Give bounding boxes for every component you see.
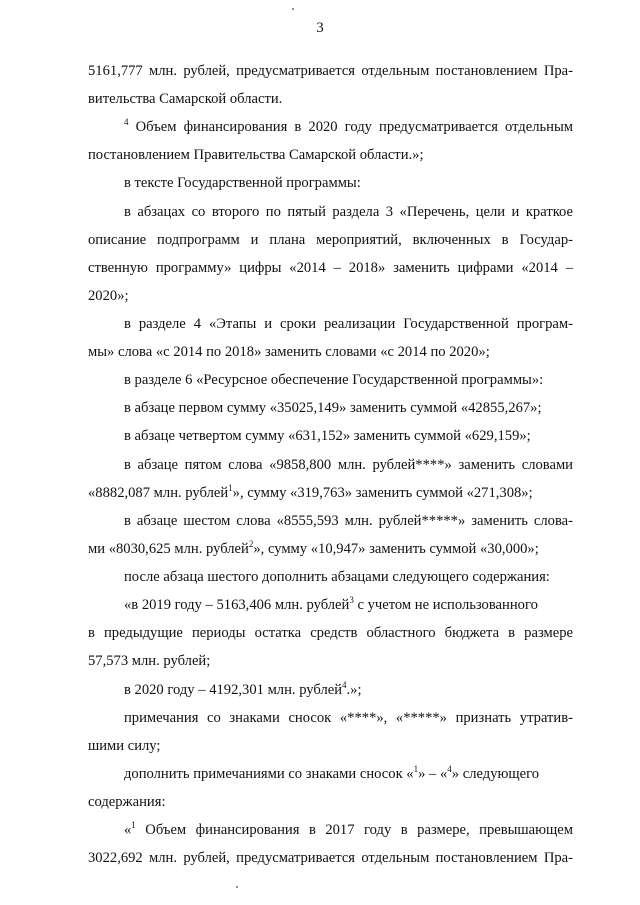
text-span: шими силу; bbox=[88, 738, 161, 754]
text-span: ми «8030,625 млн. рублей bbox=[88, 541, 249, 557]
text-line bbox=[124, 370, 573, 390]
text-line bbox=[124, 764, 573, 784]
text-span: Объем финансирования в 2017 году в размере, превышающем bbox=[135, 822, 573, 838]
text-line bbox=[88, 651, 573, 671]
text-span: дополнить примечаниями со знаками сносок « bbox=[124, 766, 414, 782]
text-line bbox=[124, 455, 573, 475]
text-line bbox=[88, 539, 573, 559]
text-line bbox=[88, 286, 573, 306]
text-span: » – « bbox=[418, 766, 448, 782]
footnote-marker: 1 bbox=[131, 820, 136, 830]
text-span: в абзаце четвертом сумму «631,152» заменить суммой «629,159»; bbox=[124, 428, 531, 444]
footnote-marker: 4 bbox=[342, 680, 347, 690]
text-span: », сумму «319,763» заменить суммой «271,308»; bbox=[232, 485, 533, 501]
footnote-marker: 4 bbox=[447, 764, 452, 774]
footnote-marker: 1 bbox=[413, 764, 419, 774]
text-span: ственную программу» цифры «2014 – 2018» заменить цифрами «2014 – bbox=[88, 260, 573, 276]
text-span: в абзацах со второго по пятый раздела 3 «Перечень, цели и краткое bbox=[124, 204, 573, 220]
text-line bbox=[88, 792, 573, 812]
text-line bbox=[88, 342, 573, 362]
text-line bbox=[124, 820, 573, 840]
page-number: 3 bbox=[316, 20, 324, 36]
footnote-marker: 4 bbox=[124, 117, 129, 127]
text-span: в 2020 году – 4192,301 млн. рублей bbox=[124, 682, 343, 698]
text-span: постановлением Правительства Самарской области.»; bbox=[88, 147, 424, 163]
footnote-marker: 3 bbox=[349, 595, 354, 605]
text-span: 57,573 млн. рублей; bbox=[88, 653, 211, 669]
text-line bbox=[88, 258, 573, 278]
text-span: примечания со знаками сносок «****», «*****» признать утратив- bbox=[124, 710, 573, 726]
text-span: » следующего bbox=[451, 766, 540, 782]
text-span: «в 2019 году – 5163,406 млн. рублей bbox=[124, 597, 350, 613]
text-span: 2020»; bbox=[88, 288, 129, 304]
text-line bbox=[88, 483, 573, 503]
text-line bbox=[124, 680, 573, 700]
text-line bbox=[88, 89, 573, 109]
text-line bbox=[88, 145, 573, 165]
text-span: вительства Самарской области. bbox=[88, 91, 283, 107]
text-span: Объем финансирования в 2020 году предусматривается отдельным bbox=[128, 119, 573, 135]
text-span: описание подпрограмм и плана мероприятий, включенных в Государ- bbox=[88, 232, 573, 248]
text-line bbox=[124, 117, 573, 137]
text-span: в абзаце шестом слова «8555,593 млн. рублей*****» заменить слова- bbox=[124, 513, 573, 529]
text-line bbox=[124, 314, 573, 334]
footnote-marker: 1 bbox=[228, 483, 233, 493]
text-line bbox=[88, 736, 573, 756]
text-span: в абзаце пятом слова «9858,800 млн. рублей****» заменить словами bbox=[124, 457, 573, 473]
text-line bbox=[124, 511, 573, 531]
text-span: мы» слова «с 2014 по 2018» заменить словами «с 2014 по 2020»; bbox=[88, 344, 490, 360]
text-span: после абзаца шестого дополнить абзацами следующего содержания: bbox=[124, 569, 550, 585]
text-span: в абзаце первом сумму «35025,149» заменить суммой «42855,267»; bbox=[124, 400, 542, 416]
text-span: в разделе 6 «Ресурсное обеспечение Государственной программы»: bbox=[124, 372, 544, 388]
text-span: в предыдущие периоды остатка средств областного бюджета в размере bbox=[88, 625, 573, 641]
footnote-marker: 2 bbox=[248, 539, 254, 549]
text-span: с учетом не использованного bbox=[353, 597, 538, 613]
text-line bbox=[88, 623, 573, 643]
text-line bbox=[124, 398, 573, 418]
text-span: « bbox=[124, 822, 132, 838]
text-span: в разделе 4 «Этапы и сроки реализации Государственной програм- bbox=[124, 316, 573, 332]
text-span: 5161,777 млн. рублей, предусматривается отдельным постановлением Пра- bbox=[88, 63, 573, 79]
text-line bbox=[88, 230, 573, 250]
text-line bbox=[88, 61, 573, 81]
text-line bbox=[124, 595, 573, 615]
text-span: содержания: bbox=[88, 794, 166, 810]
text-line bbox=[124, 426, 573, 446]
text-span: .»; bbox=[346, 682, 362, 698]
text-line bbox=[88, 848, 573, 868]
text-span: «8882,087 млн. рублей bbox=[88, 485, 229, 501]
scan-speck bbox=[292, 8, 294, 10]
text-span: », сумму «10,947» заменить суммой «30,000»; bbox=[253, 541, 539, 557]
scan-speck bbox=[236, 886, 238, 888]
text-line bbox=[124, 708, 573, 728]
text-line bbox=[124, 173, 573, 193]
text-line bbox=[124, 567, 573, 587]
text-line bbox=[124, 202, 573, 222]
text-span: 3022,692 млн. рублей, предусматривается отдельным постановлением Пра- bbox=[88, 850, 573, 866]
text-span: в тексте Государственной программы: bbox=[124, 175, 361, 191]
